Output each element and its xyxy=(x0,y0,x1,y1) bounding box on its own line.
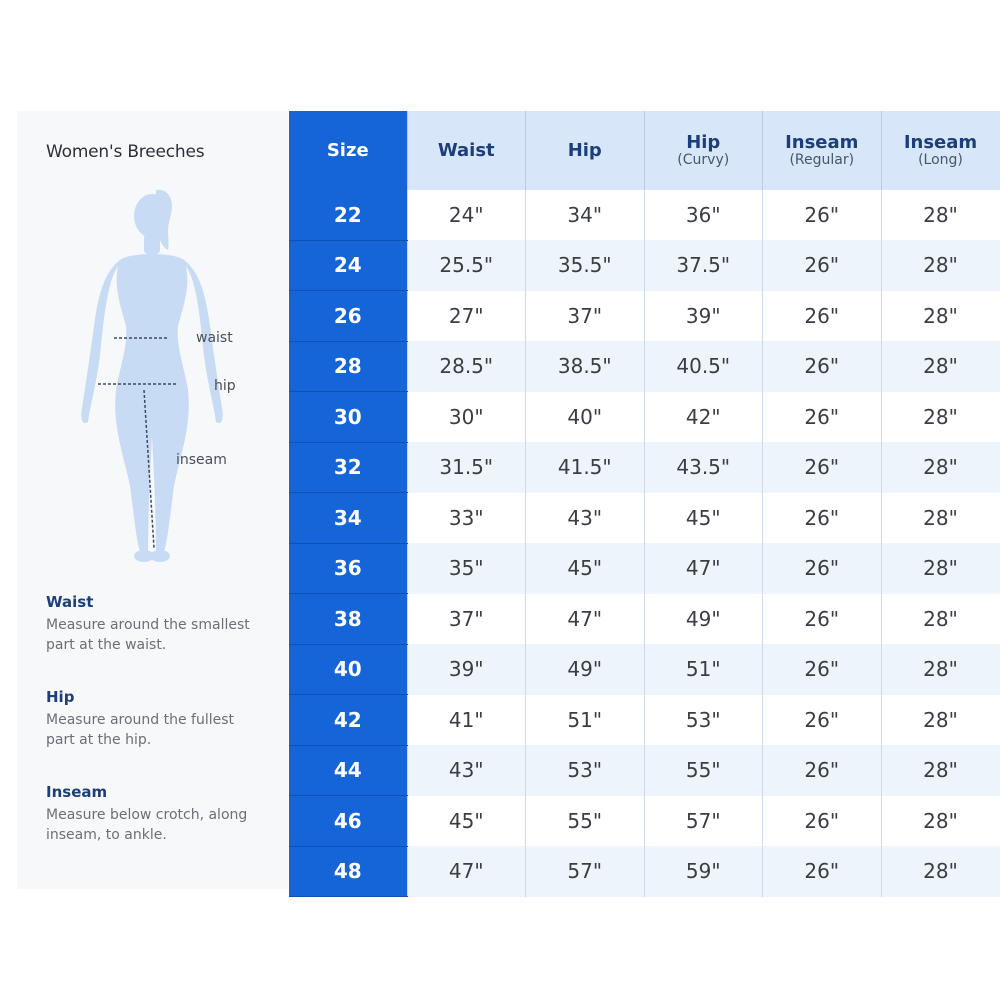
measurement-cell: 27" xyxy=(407,291,526,342)
measurement-cell: 49" xyxy=(644,594,763,645)
header-hip xyxy=(526,111,645,190)
header-inseam-long-label: Inseam xyxy=(903,131,978,153)
measurement-cell: 59" xyxy=(644,846,763,897)
legend-waist xyxy=(46,593,266,655)
measurement-cell: 43.5" xyxy=(644,442,763,493)
measurement-cell: 51" xyxy=(644,644,763,695)
measurement-cell: 28" xyxy=(881,341,1000,392)
header-waist-label: Waist xyxy=(437,139,495,161)
table-row xyxy=(289,846,1000,897)
table-row xyxy=(289,190,1000,240)
measurement-cell: 26" xyxy=(763,594,882,645)
measurement-cell: 41.5" xyxy=(526,442,645,493)
header-hip-curvy-sub: (Curvy) xyxy=(677,151,730,168)
header-hip-curvy xyxy=(644,111,763,190)
measurement-cell: 30" xyxy=(407,392,526,443)
measurement-cell: 57" xyxy=(644,796,763,847)
measurement-cell: 26" xyxy=(763,796,882,847)
waist-label: waist xyxy=(196,330,233,346)
measurement-cell: 28" xyxy=(881,695,1000,746)
legend-inseam-text: Measure below crotch, along inseam, to ankle. xyxy=(46,807,248,843)
size-cell: 30 xyxy=(289,392,407,443)
measurement-cell: 26" xyxy=(763,291,882,342)
measurement-cell: 26" xyxy=(763,846,882,897)
header-inseam-long-sub: (Long) xyxy=(918,151,963,168)
header-size-label: Size xyxy=(326,139,369,161)
measurement-cell: 38.5" xyxy=(526,341,645,392)
measurement-cell: 55" xyxy=(526,796,645,847)
measurement-cell: 37" xyxy=(407,594,526,645)
measurement-cell: 40.5" xyxy=(644,341,763,392)
size-cell: 36 xyxy=(289,543,407,594)
measurement-cell: 26" xyxy=(763,493,882,544)
measurement-cell: 47" xyxy=(526,594,645,645)
size-cell: 26 xyxy=(289,291,407,342)
measurement-cell: 28" xyxy=(881,493,1000,544)
legend-hip-title: Hip xyxy=(46,688,75,706)
measurement-cell: 53" xyxy=(644,695,763,746)
measurement-cell: 45" xyxy=(644,493,763,544)
measurement-cell: 28" xyxy=(881,594,1000,645)
measurement-cell: 26" xyxy=(763,392,882,443)
measurement-cell: 53" xyxy=(526,745,645,796)
measurement-cell: 28" xyxy=(881,644,1000,695)
measurement-cell: 37" xyxy=(526,291,645,342)
measurement-cell: 28" xyxy=(881,240,1000,291)
measurement-cell: 45" xyxy=(407,796,526,847)
measurement-cell: 55" xyxy=(644,745,763,796)
table-row xyxy=(289,341,1000,392)
measurement-cell: 28" xyxy=(881,291,1000,342)
table-header-row xyxy=(289,111,1000,190)
measurement-cell: 26" xyxy=(763,644,882,695)
header-inseam-long xyxy=(881,111,1000,190)
legend-hip xyxy=(46,688,266,750)
measurement-cell: 26" xyxy=(763,745,882,796)
header-inseam-regular-sub: (Regular) xyxy=(789,151,855,168)
measurement-cell: 28" xyxy=(881,796,1000,847)
legend-inseam xyxy=(46,783,266,845)
measurement-cell: 51" xyxy=(526,695,645,746)
table-row xyxy=(289,594,1000,645)
measurement-cell: 28" xyxy=(881,745,1000,796)
table-row xyxy=(289,442,1000,493)
header-hip-label: Hip xyxy=(567,139,602,161)
measurement-cell: 36" xyxy=(644,190,763,240)
legend-waist-title: Waist xyxy=(46,593,94,611)
table-row xyxy=(289,695,1000,746)
chart-title: Women's Breeches xyxy=(46,142,205,162)
header-hip-curvy-label: Hip xyxy=(686,131,721,153)
legend-hip-text: Measure around the fullest part at the hip. xyxy=(46,712,235,748)
size-cell: 24 xyxy=(289,240,407,291)
measurement-cell: 26" xyxy=(763,190,882,240)
measurement-cell: 26" xyxy=(763,543,882,594)
measurement-cell: 25.5" xyxy=(407,240,526,291)
measurement-cell: 28" xyxy=(881,543,1000,594)
measurement-cell: 33" xyxy=(407,493,526,544)
size-cell: 28 xyxy=(289,341,407,392)
measurement-cell: 41" xyxy=(407,695,526,746)
measurement-cell: 24" xyxy=(407,190,526,240)
measurement-cell: 28.5" xyxy=(407,341,526,392)
size-cell: 32 xyxy=(289,442,407,493)
measurement-cell: 37.5" xyxy=(644,240,763,291)
table-row xyxy=(289,240,1000,291)
size-cell: 44 xyxy=(289,745,407,796)
size-cell: 40 xyxy=(289,644,407,695)
measurement-cell: 34" xyxy=(526,190,645,240)
table-row xyxy=(289,543,1000,594)
table-row xyxy=(289,493,1000,544)
size-cell: 38 xyxy=(289,594,407,645)
measurement-cell: 26" xyxy=(763,442,882,493)
size-cell: 42 xyxy=(289,695,407,746)
header-size xyxy=(289,111,407,190)
measurement-cell: 57" xyxy=(526,846,645,897)
measurement-cell: 43" xyxy=(407,745,526,796)
size-cell: 48 xyxy=(289,846,407,897)
measurement-cell: 28" xyxy=(881,442,1000,493)
measurement-cell: 28" xyxy=(881,846,1000,897)
measurement-cell: 39" xyxy=(644,291,763,342)
body-figure xyxy=(60,186,260,576)
header-inseam-regular-label: Inseam xyxy=(785,131,859,153)
measurement-cell: 35" xyxy=(407,543,526,594)
measurement-cell: 47" xyxy=(407,846,526,897)
table-row xyxy=(289,392,1000,443)
hip-label: hip xyxy=(214,378,236,394)
size-cell: 22 xyxy=(289,190,407,240)
size-chart-table xyxy=(289,111,1000,897)
measurement-cell: 40" xyxy=(526,392,645,443)
legend-waist-text: Measure around the smallest part at the waist. xyxy=(46,617,250,653)
measurement-cell: 49" xyxy=(526,644,645,695)
size-cell: 46 xyxy=(289,796,407,847)
table-row xyxy=(289,291,1000,342)
measurement-cell: 39" xyxy=(407,644,526,695)
measurement-cell: 28" xyxy=(881,392,1000,443)
table-row xyxy=(289,644,1000,695)
measurement-cell: 31.5" xyxy=(407,442,526,493)
measurement-cell: 45" xyxy=(526,543,645,594)
table-row xyxy=(289,745,1000,796)
measurement-cell: 47" xyxy=(644,543,763,594)
measurement-cell: 42" xyxy=(644,392,763,443)
measurement-cell: 26" xyxy=(763,240,882,291)
legend-inseam-title: Inseam xyxy=(46,783,108,801)
measurement-cell: 35.5" xyxy=(526,240,645,291)
size-cell: 34 xyxy=(289,493,407,544)
measurement-cell: 28" xyxy=(881,190,1000,240)
table-body xyxy=(289,190,1000,897)
measurement-cell: 43" xyxy=(526,493,645,544)
header-waist xyxy=(407,111,526,190)
inseam-label: inseam xyxy=(176,452,227,468)
header-inseam-regular xyxy=(763,111,882,190)
table-row xyxy=(289,796,1000,847)
measurement-cell: 26" xyxy=(763,695,882,746)
measurement-cell: 26" xyxy=(763,341,882,392)
